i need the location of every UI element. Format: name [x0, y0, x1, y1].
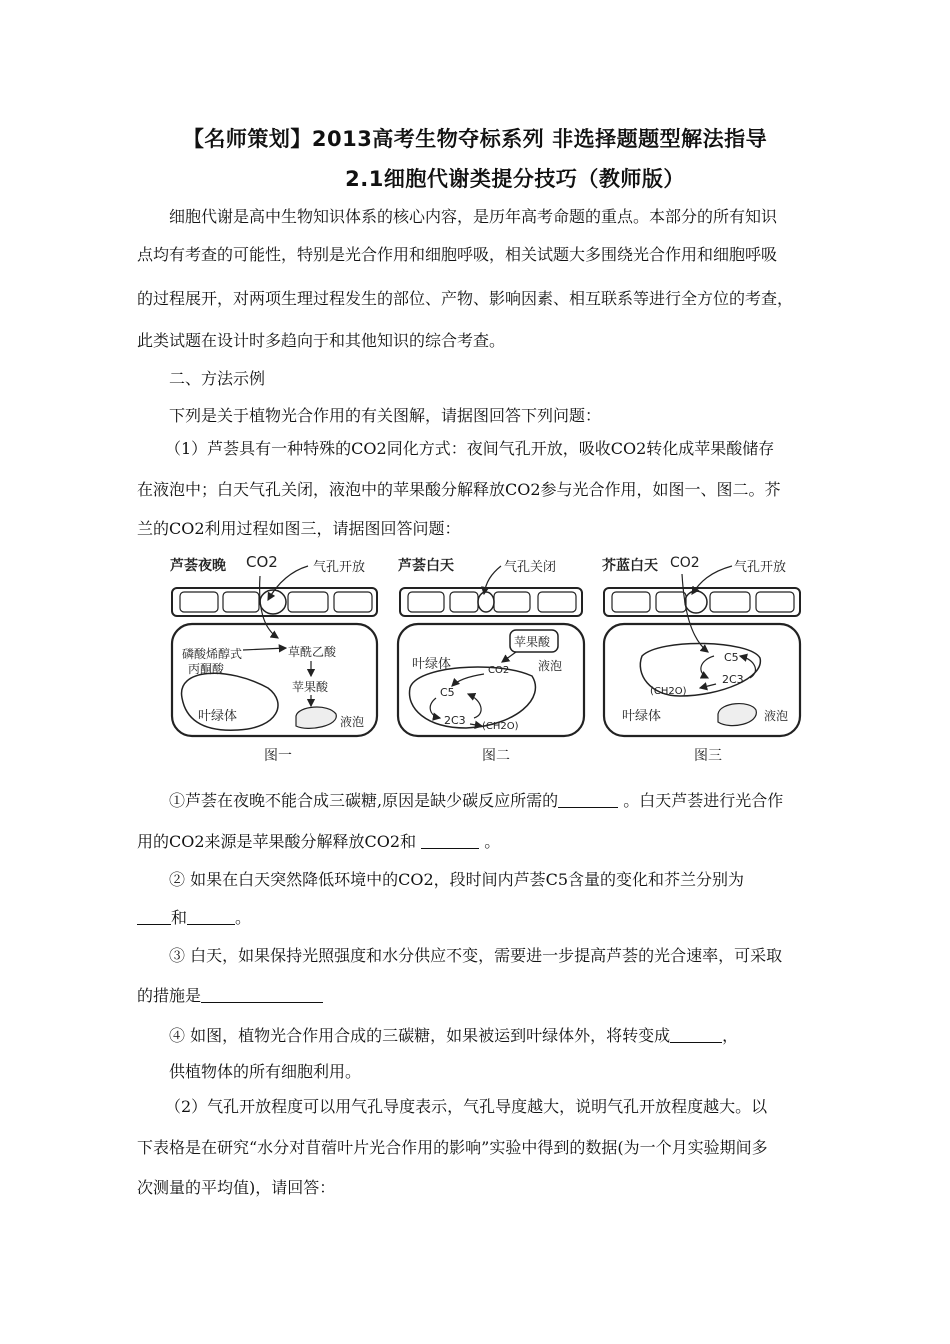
question2-line: （2）气孔开放程度可以用气孔导度表示，气孔导度越大，说明气孔开放程度越大。以 [165, 1097, 768, 1116]
subquestion-4 [169, 1026, 817, 1046]
panel3-c3: 2C3 [722, 673, 744, 686]
panel2-stomata: 气孔关闭 [504, 560, 557, 575]
panel2-co2: CO2 [488, 665, 510, 676]
document-title: 【名师策划】2013高考生物夺标系列 非选择题题型解法指导 [182, 127, 768, 151]
panel3-header: 芥蓝白天 [602, 558, 658, 574]
subquestion-1-text-b: 。白天芦荟进行光合作 [623, 791, 784, 810]
panel2-chloroplast: 叶绿体 [412, 657, 452, 672]
panel3-c5: C5 [724, 651, 739, 664]
panel2-c5: C5 [440, 686, 455, 699]
panel-1 [170, 553, 377, 764]
panel3-co2: CO2 [670, 555, 700, 571]
answer-blank[interactable] [421, 833, 479, 849]
question1-line: （1）芦荟具有一种特殊的CO2同化方式：夜间气孔开放，吸收CO2转化成苹果酸储存 [165, 439, 775, 458]
answer-blank[interactable] [201, 987, 323, 1003]
panel1-co2: CO2 [246, 553, 278, 571]
answer-blank[interactable] [187, 909, 235, 925]
question1-line: 在液泡中；白天气孔关闭，液泡中的苹果酸分解释放CO2参与光合作用，如图一、图二。芥 [137, 480, 781, 499]
intro-line: 细胞代谢是高中生物知识体系的核心内容，是历年高考命题的重点。本部分的所有知识 [169, 207, 778, 226]
figure-svg [168, 548, 818, 770]
answer-blank[interactable] [670, 1027, 722, 1043]
panel3-caption: 图三 [694, 748, 722, 764]
panel3-chloroplast: 叶绿体 [622, 709, 662, 724]
panel2-c3: 2C3 [444, 714, 466, 727]
subquestion-1-text-d: 。 [484, 832, 501, 851]
section-heading: 二、方法示例 [169, 369, 266, 388]
subquestion-1 [169, 791, 817, 811]
panel3-ch2o: (CH2O) [650, 686, 687, 697]
panel-3 [602, 555, 800, 764]
subquestion-3: ③ 白天，如果保持光照强度和水分供应不变，需要进一步提高芦荟的光合速率，可采取 [169, 946, 783, 965]
panel2-vacuole: 液泡 [538, 659, 563, 673]
subquestion-3-text-b: 的措施是 [137, 986, 202, 1005]
panel1-oaa: 草酰乙酸 [288, 645, 337, 659]
subquestion-1-text: ①芦荟在夜晚不能合成三碳糖,原因是缺少碳反应所需的 [169, 791, 559, 810]
panel2-ch2o: (CH2O) [482, 721, 519, 732]
panel1-caption: 图一 [264, 748, 292, 764]
intro-line: 此类试题在设计时多趋向于和其他知识的综合考查。 [137, 331, 506, 350]
panel1-stomata: 气孔开放 [313, 560, 366, 575]
subquestion-2-cont [137, 908, 817, 928]
answer-blank[interactable] [137, 909, 171, 925]
subquestion-4-text-b: ， [722, 1026, 739, 1045]
subquestion-2: ② 如果在白天突然降低环境中的CO2，段时间内芦荟C5含量的变化和芥兰分别为 [169, 870, 745, 889]
panel1-chloroplast: 叶绿体 [198, 709, 238, 724]
panel1-pep-line2: 丙酮酸 [188, 662, 225, 676]
subquestion-4-text: ④ 如图，植物光合作用合成的三碳糖，如果被运到叶绿体外，将转变成 [169, 1026, 671, 1045]
panel1-malate: 苹果酸 [292, 680, 329, 694]
panel2-header: 芦荟白天 [398, 558, 454, 574]
question1-line: 兰的CO2利用过程如图三，请据图回答问题： [137, 519, 461, 538]
subquestion-3-cont [137, 986, 817, 1006]
question2-line: 下表格是在研究“水分对苜蓿叶片光合作用的影响”实验中得到的数据(为一个月实验期间多 [137, 1138, 768, 1157]
panel2-malate: 苹果酸 [514, 635, 551, 649]
panel3-stomata: 气孔开放 [734, 560, 787, 575]
answer-blank[interactable] [558, 792, 618, 808]
panel-2 [398, 557, 584, 764]
subquestion-2-text-c: 。 [235, 908, 252, 927]
subquestion-1-cont [137, 832, 817, 852]
question2-line: 次测量的平均值)，请回答： [137, 1178, 336, 1197]
panel2-caption: 图二 [482, 748, 510, 764]
panel1-header: 芦荟夜晚 [170, 558, 226, 574]
intro-line: 的过程展开，对两项生理过程发生的部位、产物、影响因素、相互联系等进行全方位的考查， [137, 289, 794, 308]
panel1-pep-line1: 磷酸烯醇式 [182, 647, 243, 661]
subquestion-4-cont: 供植物体的所有细胞利用。 [169, 1062, 362, 1081]
panel3-vacuole: 液泡 [764, 709, 789, 723]
document-subtitle: 2.1细胞代谢类提分技巧（教师版） [345, 167, 685, 191]
subquestion-2-text-b: 和 [171, 908, 188, 927]
subquestion-1-text-c: 用的CO2来源是苹果酸分解释放CO2和 [137, 832, 417, 851]
lead-text: 下列是关于植物光合作用的有关图解，请据图回答下列问题： [169, 406, 602, 425]
intro-line: 点均有考查的可能性，特别是光合作用和细胞呼吸，相关试题大多围绕光合作用和细胞呼吸 [137, 245, 778, 264]
photosynthesis-figure [168, 548, 818, 770]
panel1-vacuole: 液泡 [340, 715, 365, 729]
